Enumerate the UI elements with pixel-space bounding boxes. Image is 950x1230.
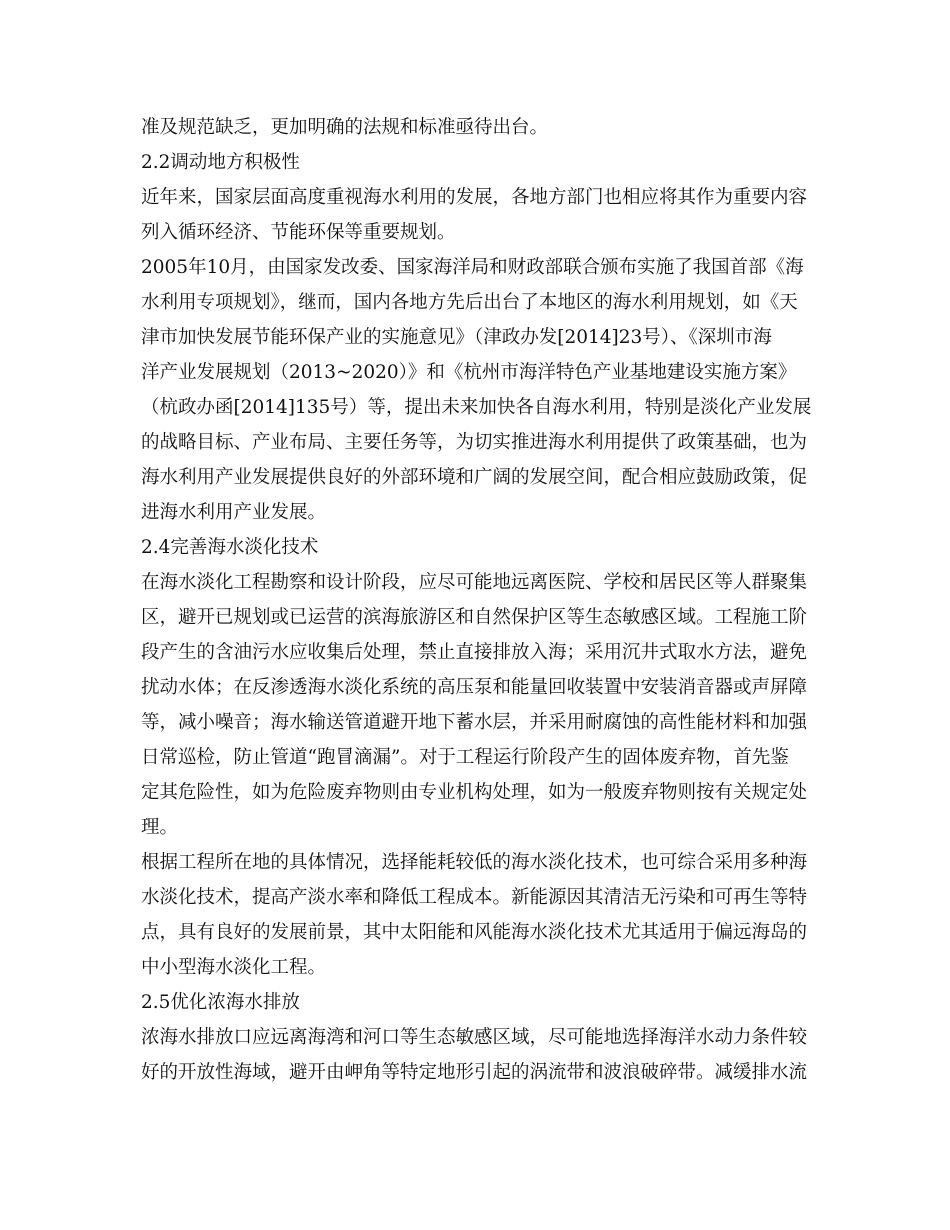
text-line: 洋产业发展规划（2013~2020）》和《杭州市海洋特色产业基地建设实施方案》 bbox=[141, 362, 797, 383]
text-line: 等，减小噪音；海水输送管道避开地下蓄水层，并采用耐腐蚀的高性能材料和加强 bbox=[141, 712, 808, 733]
text-line: 进海水利用产业发展。 bbox=[141, 502, 327, 523]
text-line: 津市加快发展节能环保产业的实施意见》（津政办发[2014]23号）、《深圳市海 bbox=[141, 327, 772, 348]
text-line: 在海水淡化工程勘察和设计阶段，应尽可能地远离医院、学校和居民区等人群聚集 bbox=[141, 572, 808, 593]
text-line: 近年来，国家层面高度重视海水利用的发展，各地方部门也相应将其作为重要内容 bbox=[141, 187, 808, 208]
text-line: 列入循环经济、节能环保等重要规划。 bbox=[141, 222, 456, 243]
text-line: （杭政办函[2014]135号）等，提出未来加快各自海水利用，特别是淡化产业发展 bbox=[141, 397, 812, 418]
text-line: 中小型海水淡化工程。 bbox=[141, 957, 327, 978]
text-line: 水淡化技术，提高产淡水率和降低工程成本。新能源因其清洁无污染和可再生等特 bbox=[141, 887, 808, 908]
section-heading-2-4: 2.4完善海水淡化技术 bbox=[141, 537, 319, 558]
section-heading-2-2: 2.2调动地方积极性 bbox=[141, 152, 300, 173]
text-line: 点，具有良好的发展前景，其中太阳能和风能海水淡化技术尤其适用于偏远海岛的 bbox=[141, 922, 808, 943]
text-line: 水利用专项规划》，继而，国内各地方先后出台了本地区的海水利用规划，如《天 bbox=[141, 292, 798, 313]
text-line: 区，避开已规划或已运营的滨海旅游区和自然保护区等生态敏感区域。工程施工阶 bbox=[141, 607, 808, 628]
text-line: 的战略目标、产业布局、主要任务等，为切实推进海水利用提供了政策基础，也为 bbox=[141, 432, 808, 453]
text-line: 海水利用产业发展提供良好的外部环境和广阔的发展空间，配合相应鼓励政策，促 bbox=[141, 467, 808, 488]
text-line: 浓海水排放口应远离海湾和河口等生态敏感区域，尽可能地选择海洋水动力条件较 bbox=[141, 1027, 808, 1048]
text-line: 2005年10月，由国家发改委、国家海洋局和财政部联合颁布实施了我国首部《海 bbox=[141, 257, 804, 278]
text-line: 理。 bbox=[141, 817, 179, 838]
text-line: 日常巡检，防止管道“跑冒滴漏”。对于工程运行阶段产生的固体废弃物，首先鉴 bbox=[141, 747, 789, 768]
text-line: 好的开放性海域，避开由岬角等特定地形引起的涡流带和波浪破碎带。减缓排水流 bbox=[141, 1062, 808, 1083]
text-line: 定其危险性，如为危险废弃物则由专业机构处理，如为一般废弃物则按有关规定处 bbox=[141, 782, 808, 803]
text-line: 根据工程所在地的具体情况，选择能耗较低的海水淡化技术，也可综合采用多种海 bbox=[141, 852, 808, 873]
section-heading-2-5: 2.5优化浓海水排放 bbox=[141, 992, 300, 1013]
text-line: 扰动水体；在反渗透海水淡化系统的高压泵和能量回收装置中安装消音器或声屏障 bbox=[141, 677, 808, 698]
text-line: 准及规范缺乏，更加明确的法规和标准亟待出台。 bbox=[141, 117, 549, 138]
text-line: 段产生的含油污水应收集后处理，禁止直接排放入海；采用沉井式取水方法，避免 bbox=[141, 642, 808, 663]
